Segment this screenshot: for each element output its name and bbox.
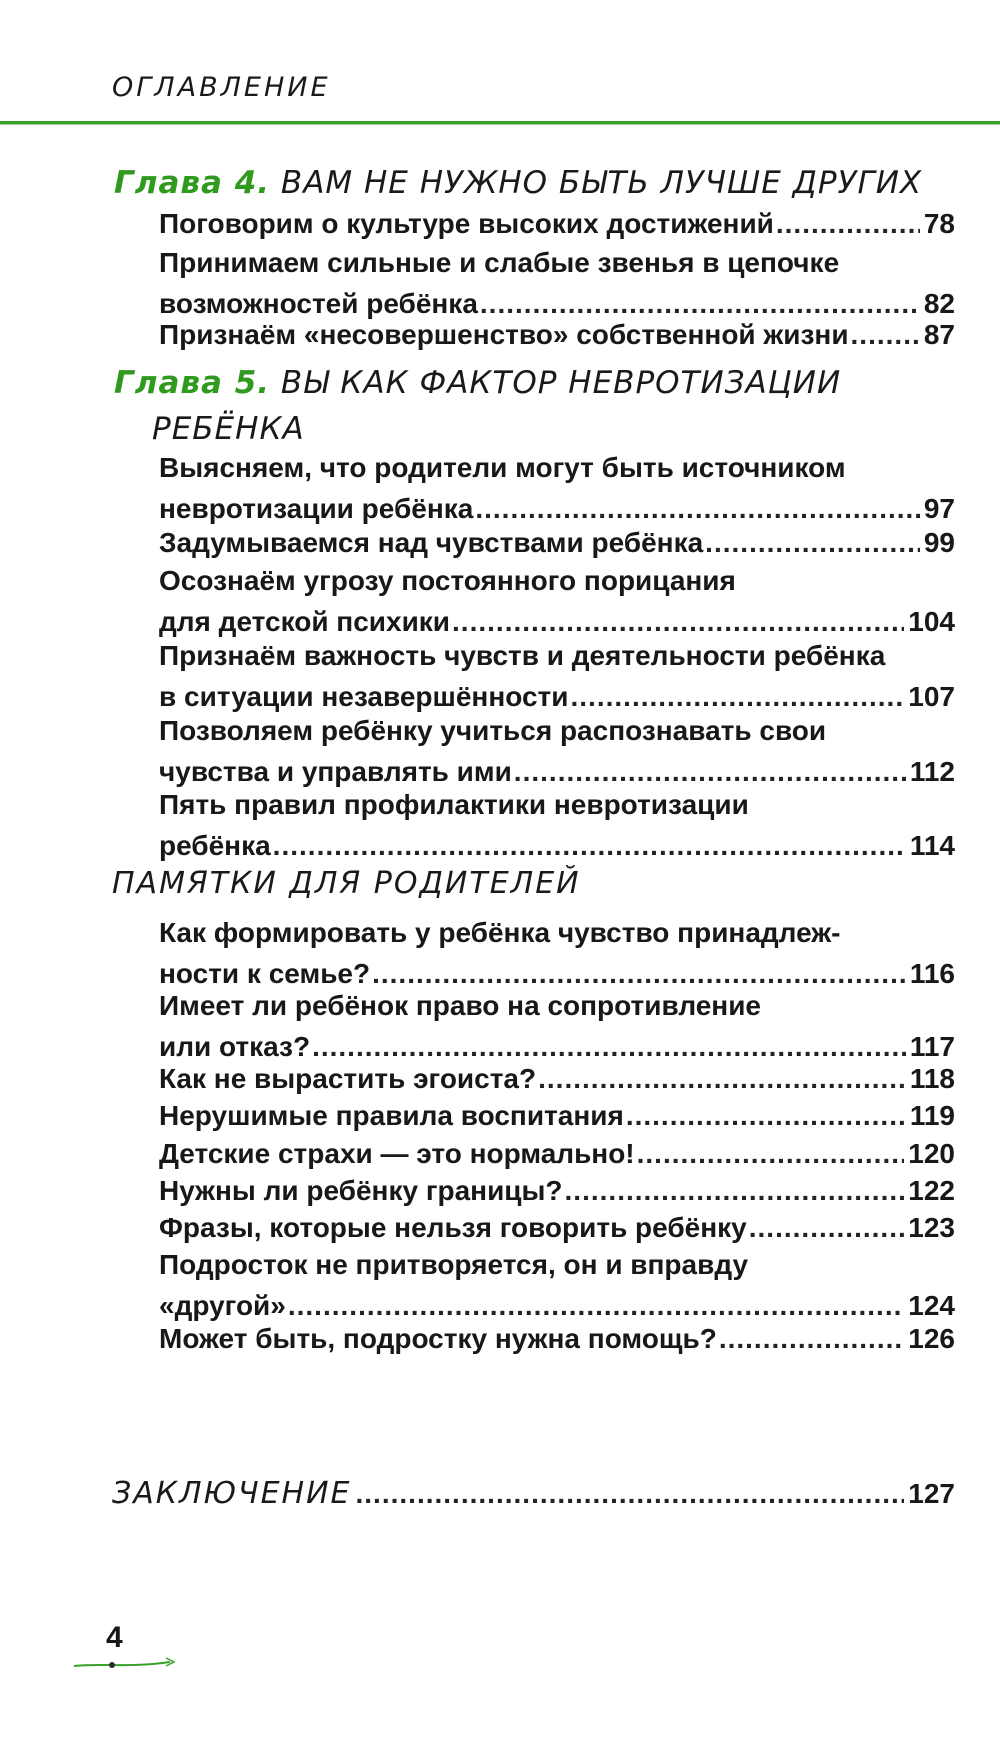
entry-title: Осознаём угрозу постоянного порицания — [159, 565, 736, 596]
toc-entry[interactable] — [159, 1133, 955, 1174]
conclusion-entry[interactable] — [112, 1476, 955, 1511]
entry-page: 124 — [908, 1290, 955, 1321]
conclusion-title: ЗАКЛЮЧЕНИЕ — [112, 1476, 352, 1511]
entry-page: 122 — [908, 1175, 955, 1206]
dot-leader — [626, 1095, 906, 1136]
entry-page: 78 — [923, 208, 955, 239]
entry-title: Подросток не притворяется, он и вправду — [159, 1249, 749, 1280]
entry-title-cont: возможностей ребёнка — [159, 288, 478, 319]
entry-page: 99 — [923, 527, 955, 558]
entry-title: Может быть, подростку нужна помощь? — [159, 1323, 717, 1354]
entry-title-cont: «другой» — [159, 1290, 286, 1321]
toc-entry[interactable] — [159, 1170, 955, 1211]
memo-section-heading[interactable]: ПАМЯТКИ ДЛЯ РОДИТЕЛЕЙ — [112, 866, 581, 901]
toc-entry[interactable] — [159, 522, 955, 563]
chapter-5-title: ВЫ КАК ФАКТОР НЕВРОТИЗАЦИИ — [280, 365, 842, 401]
dot-leader — [749, 1207, 905, 1248]
entry-title: Как формировать у ребёнка чувство принадлеж- — [159, 917, 841, 948]
entry-title-cont: ности к семье? — [159, 958, 371, 989]
toc-entry[interactable] — [159, 1058, 955, 1099]
toc-entry[interactable] — [159, 242, 955, 324]
page-flourish-ornament — [70, 1652, 180, 1676]
entry-page: 116 — [909, 958, 955, 989]
page-number: 4 — [106, 1621, 123, 1654]
toc-entry[interactable] — [159, 985, 955, 1067]
entry-page: 104 — [908, 606, 955, 637]
entry-title: Принимаем сильные и слабые звенья в цепочке — [159, 247, 840, 278]
entry-title: Имеет ли ребёнок право на сопротивление — [159, 990, 761, 1021]
toc-entry[interactable] — [159, 1095, 955, 1136]
toc-entry[interactable] — [159, 784, 955, 866]
entry-title: Признаём важность чувств и деятельности ребёнка — [159, 640, 886, 671]
entry-title: Нерушимые правила воспитания — [159, 1100, 624, 1131]
toc-entry[interactable] — [159, 1318, 955, 1359]
entry-title: Пять правил профилактики невротизации — [159, 789, 749, 820]
page-header-title: ОГЛАВЛЕНИЕ — [112, 72, 331, 103]
dot-leader — [355, 1478, 904, 1510]
entry-title: Нужны ли ребёнку границы? — [159, 1175, 563, 1206]
toc-entry[interactable] — [159, 203, 955, 244]
dot-leader — [719, 1318, 904, 1359]
toc-entry[interactable] — [159, 710, 955, 792]
chapter-5-heading[interactable] — [114, 360, 964, 452]
dot-leader — [538, 1058, 906, 1099]
entry-title-cont: ребёнка — [159, 830, 271, 861]
entry-page: 123 — [908, 1212, 955, 1243]
chapter-4-heading[interactable] — [114, 160, 964, 206]
dot-leader — [851, 314, 920, 355]
entry-title-cont: для детской психики — [159, 606, 451, 637]
toc-entry[interactable] — [159, 447, 955, 529]
header-rule-shadow — [0, 124, 1000, 125]
entry-page: 87 — [923, 319, 955, 350]
entry-title: Признаём «несовершенство» собственной жизни — [159, 319, 849, 350]
toc-entry[interactable] — [159, 912, 955, 994]
toc-entry[interactable] — [159, 635, 955, 717]
toc-entry[interactable] — [159, 560, 955, 642]
entry-title: Детские страхи — это нормально! — [159, 1138, 635, 1169]
entry-title: Поговорим о культуре высоких достижений — [159, 208, 774, 239]
entry-title-cont: или отказ? — [159, 1031, 311, 1062]
dot-leader — [705, 522, 920, 563]
conclusion-page: 127 — [908, 1478, 955, 1509]
entry-title-cont: в ситуации незавершённости — [159, 681, 569, 712]
entry-page: 119 — [909, 1100, 955, 1131]
entry-title: Задумываемся над чувствами ребёнка — [159, 527, 704, 558]
entry-page: 117 — [909, 1031, 955, 1062]
dot-leader — [637, 1133, 905, 1174]
entry-page: 107 — [908, 681, 955, 712]
toc-entry[interactable] — [159, 1207, 955, 1248]
entry-page: 112 — [909, 756, 955, 787]
entry-page: 120 — [908, 1138, 955, 1169]
chapter-5-title-cont: РЕБЁНКА — [152, 411, 305, 447]
entry-page: 118 — [909, 1063, 955, 1094]
entry-title: Как не вырастить эгоиста? — [159, 1063, 537, 1094]
dot-leader — [776, 203, 920, 244]
entry-page: 82 — [923, 288, 955, 319]
toc-entry[interactable] — [159, 314, 955, 355]
chapter-5-label: Глава 5. — [114, 365, 271, 401]
entry-title: Фразы, которые нельзя говорить ребёнку — [159, 1212, 747, 1243]
entry-title: Позволяем ребёнку учиться распознавать свои — [159, 715, 827, 746]
chapter-4-label: Глава 4. — [114, 165, 271, 201]
entry-title-cont: невротизации ребёнка — [159, 493, 474, 524]
entry-page: 126 — [908, 1323, 955, 1354]
entry-title: Выясняем, что родители могут быть источником — [159, 452, 846, 483]
toc-entry[interactable] — [159, 1244, 955, 1326]
entry-page: 97 — [923, 493, 955, 524]
entry-title-cont: чувства и управлять ими — [159, 756, 512, 787]
dot-leader — [273, 825, 906, 866]
entry-page: 114 — [909, 830, 955, 861]
dot-leader — [565, 1170, 905, 1211]
chapter-4-title: ВАМ НЕ НУЖНО БЫТЬ ЛУЧШЕ ДРУГИХ — [280, 165, 923, 201]
